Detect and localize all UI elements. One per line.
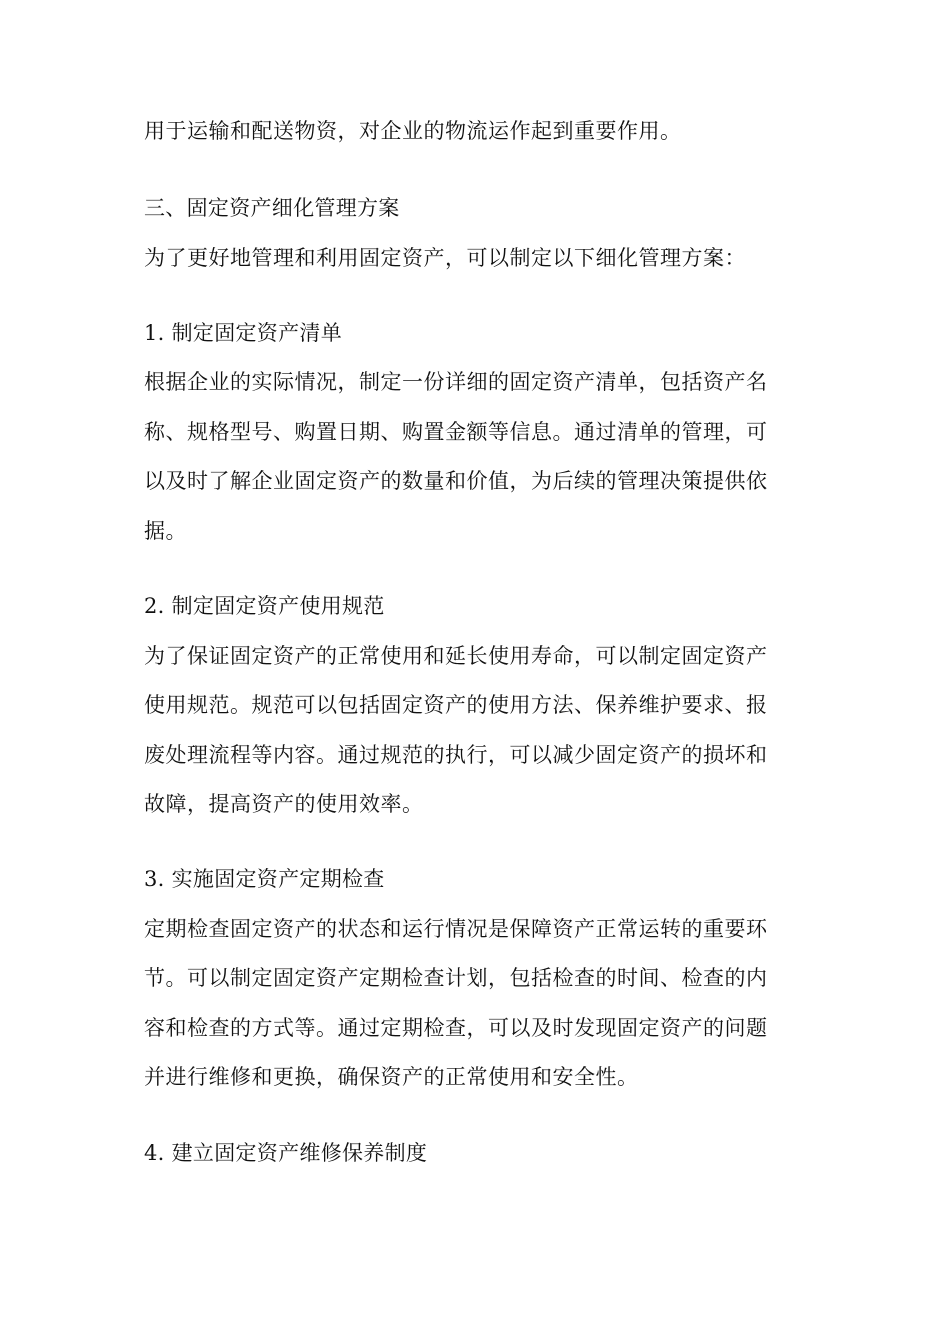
item-2-line-2: 使用规范。规范可以包括固定资产的使用方法、保养维护要求、报 <box>144 693 768 717</box>
item-2-line-1: 为了保证固定资产的正常使用和延长使用寿命，可以制定固定资产 <box>144 644 768 668</box>
intro-line: 用于运输和配送物资，对企业的物流运作起到重要作用。 <box>144 119 682 143</box>
item-1-line-4: 据。 <box>144 519 187 543</box>
item-2-line-3: 废处理流程等内容。通过规范的执行，可以减少固定资产的损坏和 <box>144 743 768 767</box>
item-1-line-3: 以及时了解企业固定资产的数量和价值，为后续的管理决策提供依 <box>144 469 768 493</box>
item-1-line-2: 称、规格型号、购置日期、购置金额等信息。通过清单的管理，可 <box>144 420 768 444</box>
section-intro: 为了更好地管理和利用固定资产，可以制定以下细化管理方案： <box>144 246 746 270</box>
item-3-line-3: 容和检查的方式等。通过定期检查，可以及时发现固定资产的问题 <box>144 1016 768 1040</box>
item-2-heading: 2. 制定固定资产使用规范 <box>144 594 385 618</box>
item-3-line-1: 定期检查固定资产的状态和运行情况是保障资产正常运转的重要环 <box>144 917 768 941</box>
item-3-line-2: 节。可以制定固定资产定期检查计划，包括检查的时间、检查的内 <box>144 966 768 990</box>
item-1-line-1: 根据企业的实际情况，制定一份详细的固定资产清单，包括资产名 <box>144 370 768 394</box>
item-4-heading: 4. 建立固定资产维修保养制度 <box>144 1141 428 1165</box>
item-1-heading: 1. 制定固定资产清单 <box>144 321 343 345</box>
item-3-heading: 3. 实施固定资产定期检查 <box>144 867 385 891</box>
item-2-line-4: 故障，提高资产的使用效率。 <box>144 792 424 816</box>
section-title: 三、固定资产细化管理方案 <box>144 196 400 220</box>
item-3-line-4: 并进行维修和更换，确保资产的正常使用和安全性。 <box>144 1065 639 1089</box>
